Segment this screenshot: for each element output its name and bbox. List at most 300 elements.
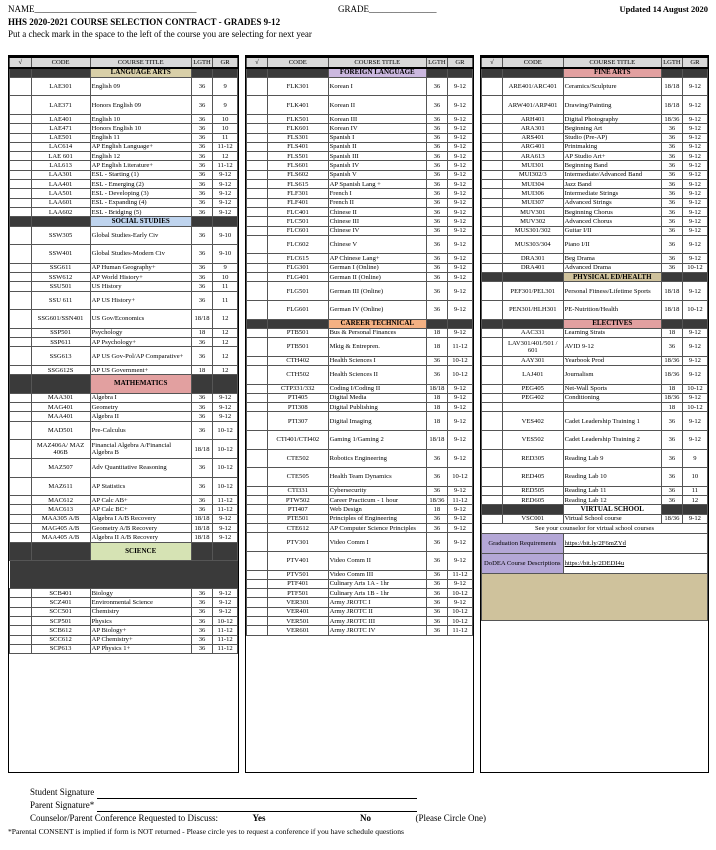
course-row[interactable] [482, 412, 708, 431]
course-title: Reading Lab 11 [563, 486, 661, 495]
check-box[interactable] [482, 226, 503, 235]
course-row[interactable] [247, 551, 473, 570]
course-grade: 9 [213, 77, 238, 96]
course-row[interactable] [10, 458, 238, 477]
check-box[interactable] [247, 533, 268, 552]
check-box[interactable] [10, 189, 32, 198]
course-row[interactable] [247, 152, 473, 161]
course-row[interactable] [247, 486, 473, 495]
check-box[interactable] [247, 449, 268, 468]
course-code: CTI331 [267, 486, 328, 495]
course-row[interactable] [10, 161, 238, 170]
course-row[interactable] [482, 124, 708, 133]
check-box[interactable] [482, 161, 503, 170]
course-row[interactable] [247, 570, 473, 579]
course-row[interactable] [482, 282, 708, 301]
course-row[interactable] [247, 300, 473, 319]
check-box[interactable] [482, 403, 503, 412]
course-row[interactable] [10, 514, 238, 523]
course-row[interactable] [10, 96, 238, 115]
course-row[interactable] [482, 217, 708, 226]
check-box[interactable] [10, 180, 32, 189]
check-box[interactable] [247, 161, 268, 170]
course-row[interactable] [482, 189, 708, 198]
course-row[interactable] [482, 226, 708, 235]
course-row[interactable] [10, 393, 238, 402]
check-box[interactable] [482, 124, 503, 133]
course-row[interactable] [247, 431, 473, 450]
course-row[interactable] [247, 514, 473, 523]
course-row[interactable] [247, 133, 473, 142]
course-title: AP US History+ [90, 291, 191, 310]
check-box[interactable] [247, 189, 268, 198]
course-row[interactable] [10, 245, 238, 264]
check-box[interactable] [10, 77, 32, 96]
course-grade: 9-12 [447, 207, 472, 216]
check-box[interactable] [10, 273, 32, 282]
course-row[interactable] [10, 617, 238, 626]
check-box[interactable] [10, 505, 32, 514]
check-box[interactable] [482, 449, 503, 468]
course-row[interactable] [247, 533, 473, 552]
course-row[interactable] [482, 207, 708, 216]
course-row[interactable] [482, 170, 708, 179]
course-row[interactable] [482, 449, 708, 468]
check-box[interactable] [10, 291, 32, 310]
check-box[interactable] [10, 533, 32, 542]
course-row[interactable] [10, 180, 238, 189]
course-title: ESL - Starting (1) [90, 170, 191, 179]
course-row[interactable] [247, 254, 473, 263]
course-row[interactable] [247, 124, 473, 133]
grade-field[interactable]: GRADE_______________ [338, 4, 437, 14]
course-row[interactable] [247, 282, 473, 301]
course-row[interactable] [247, 328, 473, 337]
check-box[interactable] [247, 235, 268, 254]
course-title-header: COURSE TITLE [328, 57, 426, 68]
section-title: CAREER TECHNICAL [328, 319, 426, 328]
check-box[interactable] [482, 217, 503, 226]
course-row[interactable] [247, 589, 473, 598]
course-row[interactable] [10, 403, 238, 412]
check-box[interactable] [482, 180, 503, 189]
course-length: 36 [426, 77, 447, 96]
course-row[interactable] [247, 356, 473, 365]
course-row[interactable] [10, 133, 238, 142]
check-box[interactable] [10, 598, 32, 607]
check-box[interactable] [10, 338, 32, 347]
course-length: 36 [661, 486, 682, 495]
check-box[interactable] [10, 412, 32, 421]
gap-cell [10, 561, 238, 589]
section-spacer [213, 217, 238, 226]
course-title: Printmaking [563, 142, 661, 151]
name-field[interactable]: NAME____________________________________ [8, 4, 197, 14]
parent-signature-line[interactable] [97, 802, 417, 812]
check-box[interactable] [10, 245, 32, 264]
course-row[interactable] [10, 198, 238, 207]
course-row[interactable] [10, 263, 238, 272]
course-row[interactable] [482, 486, 708, 495]
course-row[interactable] [247, 607, 473, 616]
check-box[interactable] [482, 77, 503, 96]
course-title: AVID 9-12 [563, 338, 661, 357]
check-box[interactable] [247, 514, 268, 523]
check-box[interactable] [247, 328, 268, 337]
course-row[interactable] [247, 626, 473, 635]
check-box[interactable] [482, 170, 503, 179]
check-box[interactable] [247, 617, 268, 626]
check-box[interactable] [482, 384, 503, 393]
check-box[interactable] [10, 152, 32, 161]
course-row[interactable] [482, 300, 708, 319]
check-box[interactable] [10, 393, 32, 402]
course-row[interactable] [247, 524, 473, 533]
check-box[interactable] [247, 300, 268, 319]
course-row[interactable] [482, 468, 708, 487]
course-row[interactable] [247, 189, 473, 198]
check-box[interactable] [247, 579, 268, 588]
check-box[interactable] [10, 347, 32, 366]
course-row[interactable] [482, 96, 708, 115]
check-box[interactable] [482, 412, 503, 431]
check-box[interactable] [247, 598, 268, 607]
check-box[interactable] [482, 263, 503, 272]
course-row[interactable] [10, 347, 238, 366]
course-code: CTP331/332 [267, 384, 328, 393]
check-box[interactable] [482, 431, 503, 450]
course-row[interactable] [247, 161, 473, 170]
course-row[interactable] [10, 338, 238, 347]
check-box[interactable] [247, 338, 268, 357]
course-row[interactable] [247, 235, 473, 254]
course-row[interactable] [482, 180, 708, 189]
check-box[interactable] [247, 468, 268, 487]
check-box[interactable] [482, 356, 503, 365]
check-box[interactable] [247, 384, 268, 393]
check-box[interactable] [482, 282, 503, 301]
check-box[interactable] [482, 300, 503, 319]
course-row[interactable] [482, 393, 708, 402]
check-box[interactable] [10, 328, 32, 337]
check-box[interactable] [482, 133, 503, 142]
course-row[interactable] [10, 366, 238, 375]
course-row[interactable] [482, 161, 708, 170]
course-row[interactable] [10, 635, 238, 644]
course-row[interactable] [247, 393, 473, 402]
check-box[interactable] [10, 142, 32, 151]
check-box[interactable] [10, 440, 32, 459]
course-row[interactable] [247, 180, 473, 189]
course-row[interactable] [10, 505, 238, 514]
course-row[interactable] [482, 152, 708, 161]
check-box[interactable] [10, 644, 32, 653]
course-length: 36 [191, 263, 213, 272]
check-box[interactable] [482, 366, 503, 385]
course-code: LAA602 [31, 207, 90, 216]
check-box[interactable] [10, 282, 32, 291]
course-row[interactable] [10, 282, 238, 291]
course-row[interactable] [10, 598, 238, 607]
check-box[interactable] [10, 607, 32, 616]
check-box[interactable] [10, 170, 32, 179]
check-box[interactable] [10, 198, 32, 207]
course-row[interactable] [10, 440, 238, 459]
check-box[interactable] [247, 626, 268, 635]
check-box[interactable] [482, 496, 503, 505]
course-row[interactable] [482, 356, 708, 365]
check-box[interactable] [247, 217, 268, 226]
check-box[interactable] [482, 393, 503, 402]
course-row[interactable] [247, 598, 473, 607]
check-box[interactable] [247, 356, 268, 365]
check-box[interactable] [10, 161, 32, 170]
check-box[interactable] [482, 235, 503, 254]
course-title: Spanish I [328, 133, 426, 142]
check-box[interactable] [247, 133, 268, 142]
course-row[interactable] [10, 607, 238, 616]
course-row[interactable] [247, 579, 473, 588]
check-box[interactable] [10, 310, 32, 329]
check-box[interactable] [247, 393, 268, 402]
course-row[interactable] [482, 431, 708, 450]
check-box[interactable] [10, 617, 32, 626]
course-row[interactable] [247, 273, 473, 282]
check-box[interactable] [482, 328, 503, 337]
course-row[interactable] [247, 207, 473, 216]
course-grade: 9-12 [213, 189, 238, 198]
check-box[interactable] [247, 207, 268, 216]
check-box[interactable] [247, 551, 268, 570]
course-row[interactable] [482, 133, 708, 142]
course-row[interactable] [247, 468, 473, 487]
course-title: Cadet Leadership Training 1 [563, 412, 661, 431]
check-box[interactable] [247, 412, 268, 431]
course-title: Algebra I [90, 393, 191, 402]
check-box[interactable] [10, 133, 32, 142]
course-row[interactable] [247, 403, 473, 412]
course-length: 18 [191, 328, 213, 337]
check-box[interactable] [10, 514, 32, 523]
course-grade: 11-12 [213, 635, 238, 644]
course-row[interactable] [482, 235, 708, 254]
course-row[interactable] [247, 505, 473, 514]
course-row[interactable] [10, 189, 238, 198]
course-row[interactable] [10, 644, 238, 653]
course-length: 36 [191, 133, 213, 142]
check-box[interactable] [482, 152, 503, 161]
check-box[interactable] [10, 403, 32, 412]
course-row[interactable] [247, 496, 473, 505]
check-box[interactable] [482, 338, 503, 357]
course-row[interactable] [247, 96, 473, 115]
course-row[interactable] [10, 114, 238, 123]
check-box[interactable] [10, 114, 32, 123]
check-box[interactable] [10, 496, 32, 505]
course-row[interactable] [10, 589, 238, 598]
course-code: SSG613 [31, 347, 90, 366]
course-row[interactable] [10, 207, 238, 216]
course-row[interactable] [10, 496, 238, 505]
check-box[interactable] [247, 198, 268, 207]
check-box[interactable] [10, 207, 32, 216]
check-box[interactable] [247, 486, 268, 495]
course-row[interactable] [10, 152, 238, 161]
column-header-row [482, 57, 708, 68]
course-row[interactable] [247, 217, 473, 226]
check-box[interactable] [482, 207, 503, 216]
check-box[interactable] [247, 366, 268, 385]
course-row[interactable] [10, 170, 238, 179]
course-row[interactable] [247, 142, 473, 151]
course-row[interactable] [10, 477, 238, 496]
course-grade: 12 [213, 366, 238, 375]
check-box[interactable] [247, 77, 268, 96]
check-box[interactable] [247, 96, 268, 115]
course-row[interactable] [247, 198, 473, 207]
course-title: US History [90, 282, 191, 291]
section-spacer [682, 319, 707, 328]
check-box[interactable] [247, 152, 268, 161]
course-row[interactable] [10, 273, 238, 282]
section-spacer [682, 273, 707, 282]
course-row[interactable] [247, 412, 473, 431]
course-row[interactable] [482, 142, 708, 151]
course-row[interactable] [247, 338, 473, 357]
check-box[interactable] [247, 114, 268, 123]
check-box[interactable] [10, 124, 32, 133]
course-title: Reading Lab 10 [563, 468, 661, 487]
conference-no[interactable]: No [359, 813, 371, 823]
check-box[interactable] [10, 626, 32, 635]
check-box[interactable] [247, 403, 268, 412]
check-box[interactable] [482, 514, 503, 523]
course-title: Chinese V [328, 235, 426, 254]
course-length: 36 [426, 273, 447, 282]
check-box[interactable] [247, 496, 268, 505]
course-row[interactable] [247, 617, 473, 626]
course-row[interactable] [482, 496, 708, 505]
course-row[interactable] [10, 226, 238, 245]
check-box[interactable] [482, 486, 503, 495]
link-url[interactable]: https://bit.ly/2F6mZYd [563, 534, 707, 554]
check-box[interactable] [247, 180, 268, 189]
course-row[interactable] [10, 291, 238, 310]
check-box[interactable] [10, 477, 32, 496]
course-row[interactable] [247, 366, 473, 385]
course-grade: 9-12 [682, 114, 707, 123]
course-row[interactable] [247, 226, 473, 235]
check-box[interactable] [10, 589, 32, 598]
course-row[interactable] [482, 114, 708, 123]
course-row[interactable] [10, 524, 238, 533]
course-row[interactable] [482, 366, 708, 385]
course-row[interactable] [10, 328, 238, 337]
course-row[interactable] [482, 328, 708, 337]
course-row[interactable] [247, 77, 473, 96]
check-box[interactable] [247, 570, 268, 579]
course-row[interactable] [482, 198, 708, 207]
check-box[interactable] [10, 635, 32, 644]
course-row[interactable] [482, 384, 708, 393]
course-code: FLK301 [267, 77, 328, 96]
course-row[interactable] [10, 412, 238, 421]
section-header-row [10, 217, 238, 226]
course-row[interactable] [482, 338, 708, 357]
check-box[interactable] [247, 263, 268, 272]
check-box[interactable] [482, 254, 503, 263]
course-row[interactable] [10, 142, 238, 151]
course-row[interactable] [10, 421, 238, 440]
course-code: MUI304 [502, 180, 563, 189]
check-box[interactable] [247, 524, 268, 533]
check-box[interactable] [482, 189, 503, 198]
check-box[interactable] [10, 524, 32, 533]
course-row[interactable] [10, 626, 238, 635]
course-row[interactable] [247, 384, 473, 393]
course-row[interactable] [10, 77, 238, 96]
check-box[interactable] [10, 226, 32, 245]
course-row[interactable] [482, 254, 708, 263]
check-box[interactable] [247, 124, 268, 133]
student-signature-line[interactable] [97, 789, 417, 799]
course-length: 36 [426, 263, 447, 272]
course-grade: 9-12 [682, 152, 707, 161]
course-row[interactable] [482, 263, 708, 272]
check-box[interactable] [247, 431, 268, 450]
check-box[interactable] [482, 96, 503, 115]
check-box[interactable] [247, 142, 268, 151]
course-title: English 10 [90, 114, 191, 123]
check-box[interactable] [10, 458, 32, 477]
course-row[interactable] [247, 114, 473, 123]
check-box[interactable] [247, 505, 268, 514]
course-title: Digital Publishing [328, 403, 426, 412]
course-row[interactable] [247, 263, 473, 272]
check-box[interactable] [247, 273, 268, 282]
check-box[interactable] [10, 96, 32, 115]
course-length: 18/18 [191, 440, 213, 459]
course-row[interactable] [482, 403, 708, 412]
course-code: RED305 [502, 449, 563, 468]
check-box[interactable] [247, 282, 268, 301]
course-row[interactable] [247, 449, 473, 468]
check-box[interactable] [247, 226, 268, 235]
course-row[interactable] [482, 514, 708, 523]
check-box[interactable] [482, 198, 503, 207]
check-box[interactable] [247, 254, 268, 263]
check-box[interactable] [247, 589, 268, 598]
check-box[interactable] [10, 366, 32, 375]
check-box[interactable] [482, 114, 503, 123]
section-spacer [191, 375, 213, 394]
check-box[interactable] [482, 468, 503, 487]
check-box[interactable] [10, 263, 32, 272]
check-box[interactable] [247, 170, 268, 179]
course-row[interactable] [10, 310, 238, 329]
course-grade: 9-12 [447, 384, 472, 393]
course-row[interactable] [247, 170, 473, 179]
course-row[interactable] [482, 77, 708, 96]
check-box[interactable] [247, 607, 268, 616]
course-grade: 9-12 [213, 180, 238, 189]
check-box[interactable] [10, 421, 32, 440]
course-row[interactable] [10, 533, 238, 542]
link-url[interactable]: https://bit.ly/2DEDI4u [563, 554, 707, 574]
check-box[interactable] [482, 142, 503, 151]
conference-yes[interactable]: Yes [252, 813, 266, 823]
course-row[interactable] [10, 124, 238, 133]
